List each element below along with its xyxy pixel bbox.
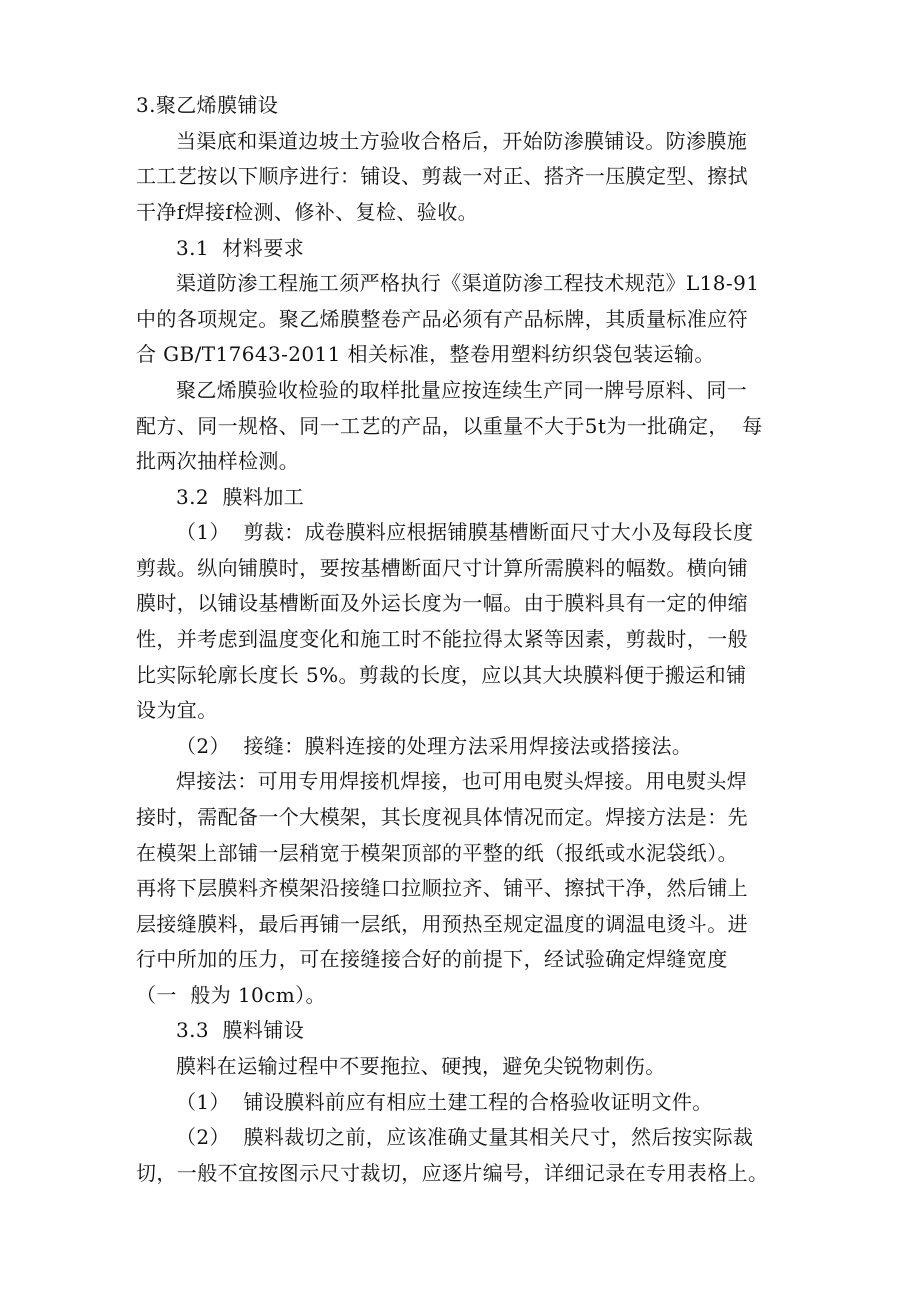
paragraph-line: 层接缝膜料，最后再铺一层纸，用预热至规定温度的调温电烫斗。进	[136, 912, 748, 936]
paragraph-line: （2） 接缝：膜料连接的处理方法采用焊接法或搭接法。	[176, 734, 693, 758]
paragraph-line: 焊接法：可用专用焊接机焊接，也可用电熨头焊接。用电熨头焊	[176, 769, 748, 793]
paragraph-line: 批两次抽样检测。	[136, 449, 300, 473]
paragraph-line: 聚乙烯膜验收检验的取样批量应按连续生产同一牌号原料、同一	[176, 378, 748, 402]
paragraph-line: 接时，需配备一个大模架，其长度视具体情况而定。焊接方法是：先	[136, 805, 748, 829]
paragraph-line: 中的各项规定。聚乙烯膜整卷产品必须有产品标牌，其质量标准应符	[136, 307, 748, 331]
paragraph-line: 膜时，以铺设基槽断面及外运长度为一幅。由于膜料具有一定的伸缩	[136, 591, 748, 615]
paragraph-line: （1） 剪裁：成卷膜料应根据铺膜基槽断面尺寸大小及每段长度	[176, 520, 754, 544]
paragraph-line: （1） 铺设膜料前应有相应土建工程的合格验收证明文件。	[176, 1090, 713, 1114]
paragraph-line: 剪裁。纵向铺膜时，要按基槽断面尺寸计算所需膜料的幅数。横向铺	[136, 556, 748, 580]
paragraph-line: 比实际轮廓长度长 5%。剪裁的长度，应以其大块膜料便于搬运和铺	[136, 663, 747, 687]
paragraph-line: 设为宜。	[136, 698, 218, 722]
paragraph-line: 性，并考虑到温度变化和施工时不能拉得太紧等因素，剪裁时，一般	[136, 627, 748, 651]
paragraph-line: 当渠底和渠道边坡土方验收合格后，开始防渗膜铺设。防渗膜施	[176, 129, 748, 153]
paragraph-line: 切，一般不宜按图示尺寸裁切，应逐片编号，详细记录在专用表格上。	[136, 1161, 769, 1185]
section-heading: 3.聚乙烯膜铺设	[136, 93, 279, 117]
paragraph-line: 工工艺按以下顺序进行：铺设、剪裁一对正、搭齐一压膜定型、擦拭	[136, 164, 748, 188]
paragraph-line: （2） 膜料裁切之前，应该准确丈量其相关尺寸，然后按实际裁	[176, 1125, 754, 1149]
paragraph-line: 膜料在运输过程中不要拖拉、硬拽，避免尖锐物刺伤。	[176, 1054, 666, 1078]
paragraph-line: 配方、同一规格、同一工艺的产品，以重量不大于5t为一批确定， 每	[136, 414, 763, 438]
subsection-heading: 3.3 膜料铺设	[176, 1018, 305, 1042]
paragraph-line: 在模架上部铺一层稍宽于模架顶部的平整的纸（报纸或水泥袋纸）。	[136, 841, 738, 865]
subsection-heading: 3.1 材料要求	[176, 236, 305, 260]
paragraph-line: 渠道防渗工程施工须严格执行《渠道防渗工程技术规范》L18-91	[176, 271, 760, 295]
paragraph-line: 行中所加的压力，可在接缝接合好的前提下，经试验确定焊缝宽度	[136, 947, 728, 971]
paragraph-line: 合 GB/T17643-2011 相关标准，整卷用塑料纺织袋包装运输。	[136, 342, 715, 366]
paragraph-line: 再将下层膜料齐模架沿接缝口拉顺拉齐、铺平、擦拭干净，然后铺上	[136, 876, 748, 900]
subsection-heading: 3.2 膜料加工	[176, 485, 305, 509]
paragraph-line: 干净f焊接f检测、修补、复检、验收。	[136, 200, 479, 224]
paragraph-line: （一 般为 10cm）。	[136, 983, 326, 1007]
